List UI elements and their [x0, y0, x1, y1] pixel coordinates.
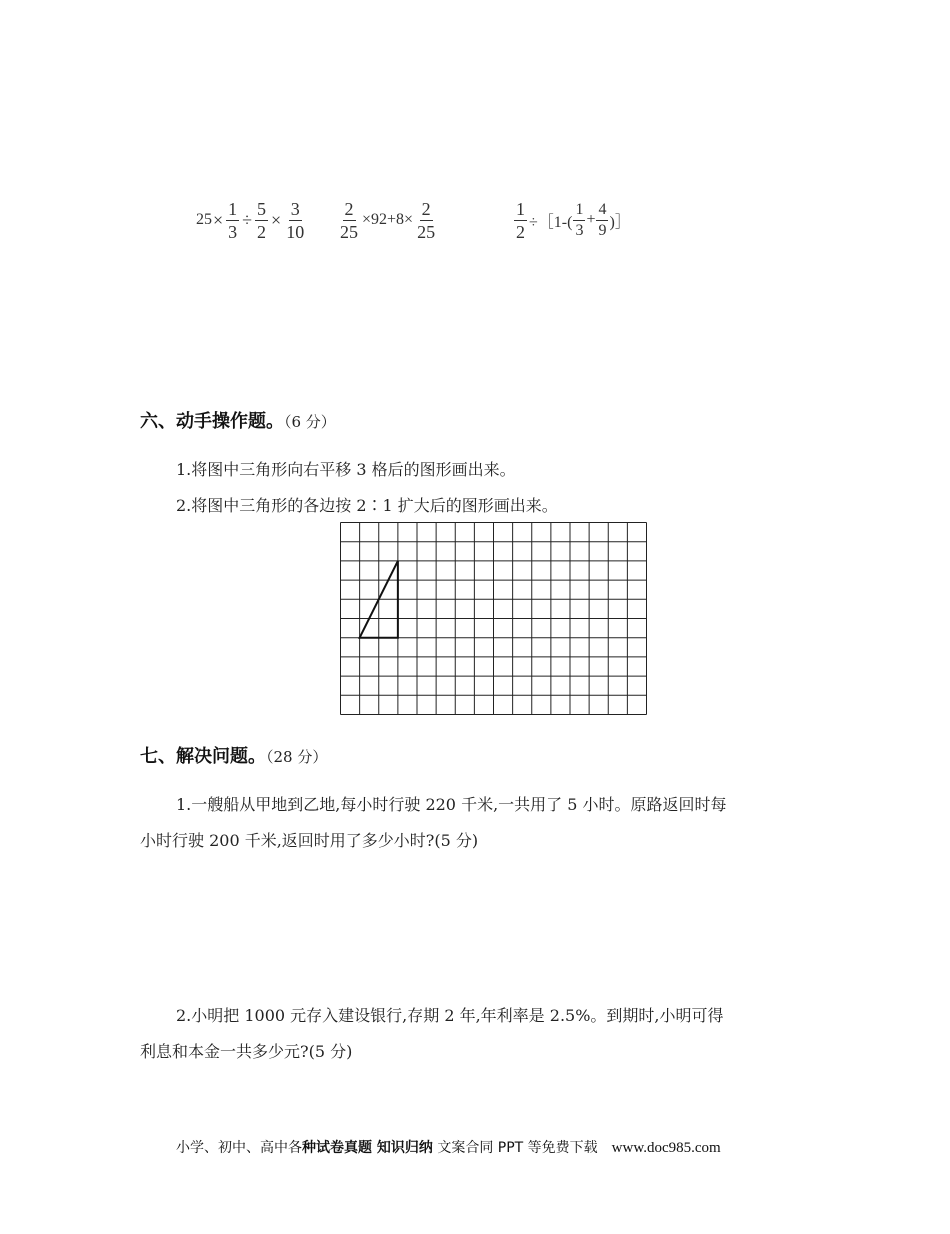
- expression-1: [196, 196, 308, 244]
- expression-2: [336, 196, 439, 244]
- page-footer: [176, 1137, 721, 1157]
- expr1-lead: 25: [196, 211, 212, 228]
- drawing-grid: [340, 522, 647, 715]
- grid-svg: [340, 522, 647, 715]
- section-6-heading: [140, 407, 336, 433]
- footer-text-3: 知识归纳: [372, 1140, 433, 1156]
- expression-3: [512, 196, 631, 244]
- section-7-q2-line-1: 2.小明把 1000 元存入建设银行,存期 2 年,年利率是 2.5%。到期时,小明可得: [176, 1006, 724, 1025]
- section-7-score: （28 分）: [266, 748, 328, 766]
- expr1-fraction-2: $\frac{5}{2}$: [257, 198, 267, 242]
- section-7-q1-line-1: 1.一艘船从甲地到乙地,每小时行驶 220 千米,一共用了 5 小时。原路返回时每: [176, 795, 727, 814]
- section-6-question-1: 1.将图中三角形向右平移 3 格后的图形画出来。: [176, 460, 516, 479]
- footer-text-4: 文案合同 PPT 等免费下载: [432, 1140, 598, 1156]
- expr3-fraction-2: $\frac{1}{3}$: [575, 200, 584, 239]
- expr2-fraction-2: $\frac{2}{25}$: [417, 198, 436, 242]
- expr1-divide: ÷: [242, 209, 253, 230]
- footer-text-2: 种试卷真题: [302, 1140, 372, 1156]
- footer-url[interactable]: www.doc985.com: [611, 1140, 721, 1156]
- expr1-fraction-3: $\frac{3}{10}$: [286, 198, 305, 242]
- expr1-times-1: ×: [213, 209, 224, 230]
- expr3-fraction-1: $\frac{1}{2}$: [516, 198, 525, 242]
- section-6-question-2: 2.将图中三角形的各边按 2∶1 扩大后的图形画出来。: [176, 496, 558, 515]
- section-7-q1-line-2: 小时行驶 200 千米,返回时用了多少小时?(5 分): [140, 831, 479, 850]
- footer-text-1: 小学、初中、高中各: [176, 1140, 302, 1156]
- expr3-divide-open: ÷［1-(: [529, 213, 573, 231]
- expr2-middle: ×92+8×: [362, 211, 414, 228]
- section-6-score: （6 分）: [284, 413, 336, 431]
- expr3-close: )］: [609, 213, 631, 231]
- expr3-plus: +: [586, 211, 596, 228]
- expr1-fraction-1: $\frac{1}{3}$: [228, 198, 238, 242]
- section-7-q2-line-2: 利息和本金一共多少元?(5 分): [140, 1042, 353, 1061]
- expr1-times-2: ×: [271, 209, 282, 230]
- expr2-fraction-1: $\frac{2}{25}$: [340, 198, 358, 242]
- expr3-fraction-3: $\frac{4}{9}$: [598, 200, 607, 239]
- section-7-heading: [140, 742, 327, 768]
- section-7-title: 七、解决问题。: [140, 746, 266, 767]
- section-6-title: 六、动手操作题。: [140, 411, 284, 432]
